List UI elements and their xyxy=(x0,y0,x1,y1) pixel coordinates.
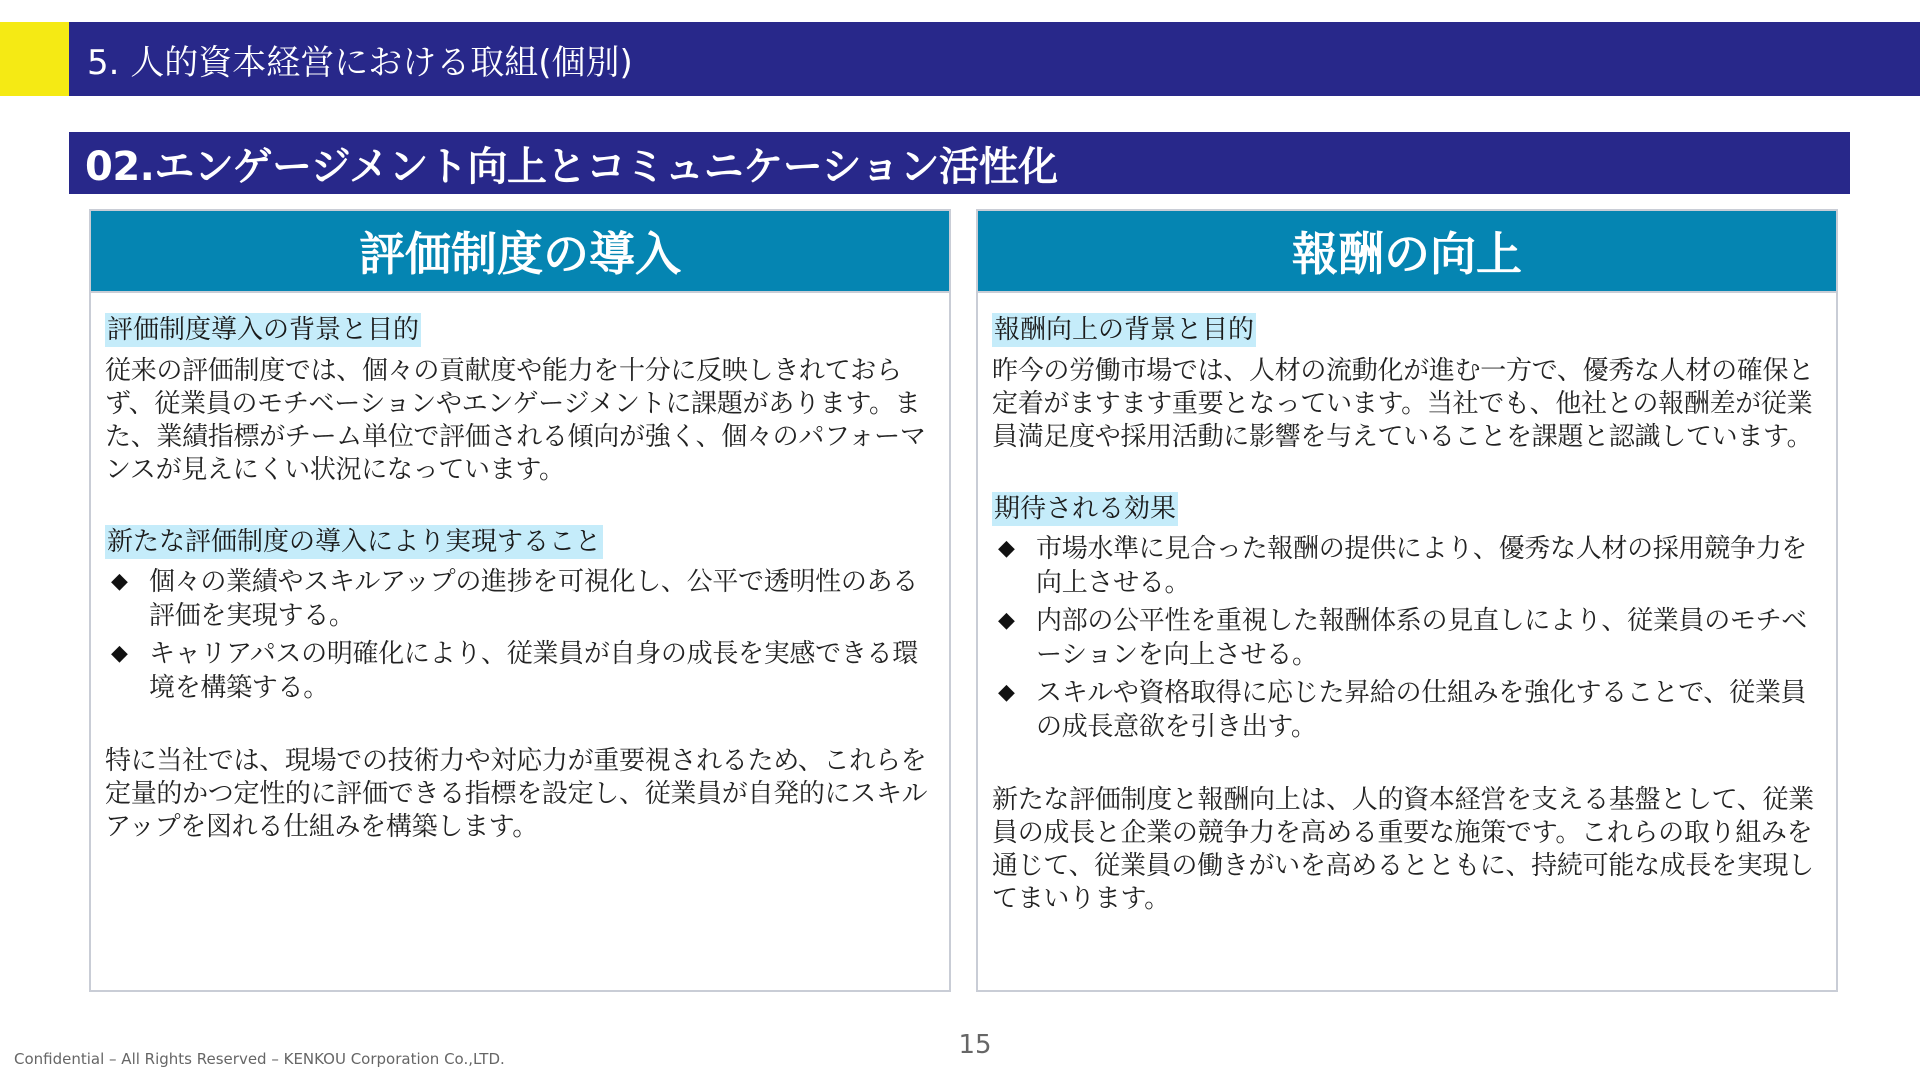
card-body xyxy=(91,293,949,844)
section-label: 期待される効果 xyxy=(994,494,1177,524)
confidential-notice: Confidential – All Rights Reserved – KENKOU Corporation Co.,LTD. xyxy=(14,1050,505,1068)
card-title: 報酬の向上 xyxy=(1292,227,1522,281)
paragraph: 特に当社では、現場での技術力や対応力が重要視されるため、これらを定量的かつ定性的に評価できる指標を設定し、従業員が自発的にスキルアップを図れる仕組みを構築します。 xyxy=(105,746,928,842)
diamond-bullet-icon: ◆ xyxy=(998,680,1015,705)
list-item-text: キャリアパスの明確化により、従業員が自身の成長を実感できる環境を構築する。 xyxy=(149,639,918,703)
diamond-bullet-icon: ◆ xyxy=(111,569,128,594)
page-number: 15 xyxy=(958,1030,992,1060)
list-item xyxy=(992,604,1822,672)
section-label: 報酬向上の背景と目的 xyxy=(994,315,1255,345)
list-item xyxy=(105,637,935,705)
list-item-text: 個々の業績やスキルアップの進捗を可視化し、公平で透明性のある評価を実現する。 xyxy=(149,567,918,631)
section-label: 評価制度導入の背景と目的 xyxy=(107,315,420,345)
paragraph: 従来の評価制度では、個々の貢献度や能力を十分に反映しきれておらず、従業員のモチベーションやエンゲージメントに課題があります。また、業績指標がチーム単位で評価される傾向が強く、個々のパフォーマンスが見えにくい状況になっています。 xyxy=(105,356,926,485)
paragraph: 昨今の労働市場では、人材の流動化が進む一方で、優秀な人材の確保と定着がますます重要となっています。当社でも、他社との報酬差が従業員満足度や採用活動に影響を与えていることを課題と認識しています。 xyxy=(992,356,1814,452)
card-header xyxy=(91,211,949,293)
yellow-accent-block xyxy=(0,22,69,96)
list-item xyxy=(992,676,1822,744)
section-title: 5. 人的資本経営における取組(個別) xyxy=(87,42,633,83)
card-header xyxy=(978,211,1836,293)
diamond-bullet-icon: ◆ xyxy=(998,608,1015,633)
diamond-bullet-icon: ◆ xyxy=(111,641,128,666)
compensation-card xyxy=(976,209,1838,992)
section-header xyxy=(69,22,1920,96)
subtitle-banner xyxy=(69,132,1850,194)
bullet-list xyxy=(992,532,1822,744)
evaluation-system-card xyxy=(89,209,951,992)
list-item-text: スキルや資格取得に応じた昇給の仕組みを強化することで、従業員の成長意欲を引き出す。 xyxy=(1036,678,1807,742)
list-item xyxy=(105,565,935,633)
list-item-text: 市場水準に見合った報酬の提供により、優秀な人材の採用競争力を向上させる。 xyxy=(1036,534,1808,598)
card-body xyxy=(978,293,1836,916)
page-subtitle: 02.エンゲージメント向上とコミュニケーション活性化 xyxy=(85,143,1058,190)
section-label: 新たな評価制度の導入により実現すること xyxy=(107,527,602,557)
paragraph: 新たな評価制度と報酬向上は、人的資本経営を支える基盤として、従業員の成長と企業の競争力を高める重要な施策です。これらの取り組みを通じて、従業員の働きがいを高めるとともに、持続可能な成長を実現してまいります。 xyxy=(992,785,1814,914)
bullet-list xyxy=(105,565,935,705)
list-item xyxy=(992,532,1822,600)
diamond-bullet-icon: ◆ xyxy=(998,536,1015,561)
list-item-text: 内部の公平性を重視した報酬体系の見直しにより、従業員のモチベーションを向上させる。 xyxy=(1036,606,1808,670)
card-title: 評価制度の導入 xyxy=(359,227,681,281)
